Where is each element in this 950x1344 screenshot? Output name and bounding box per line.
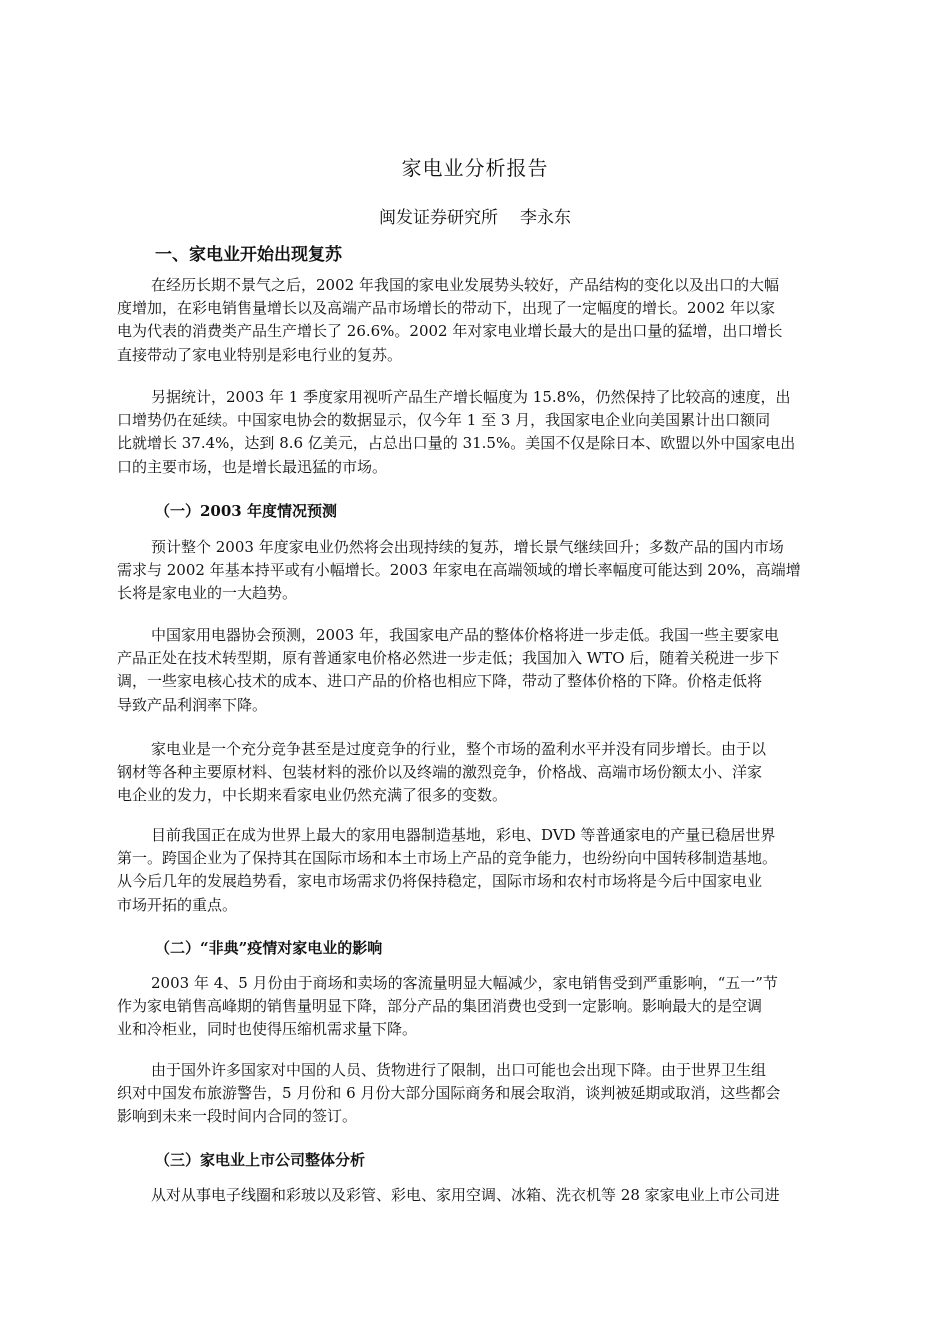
paragraph-line: 另据统计，2003 年 1 季度家用视听产品生产增长幅度为 15.8%，仍然保持了比较高的速度，出 — [151, 388, 791, 406]
paragraph-line: 2003 年 4、5 月份由于商场和卖场的客流量明显大幅减少，家电销售受到严重影响，“五一”节 — [151, 974, 778, 992]
subsection-heading: （一）2003 年度情况预测 — [155, 502, 337, 520]
paragraph-line: 市场开拓的重点。 — [117, 895, 238, 914]
paragraph — [117, 738, 848, 808]
subsection-heading: （三）家电业上市公司整体分析 — [155, 1151, 366, 1169]
paragraph-line: 口的主要市场，也是增长最迅猛的市场。 — [117, 457, 388, 476]
author-org: 闽发证券研究所 — [379, 208, 498, 228]
paragraph-line: 织对中国发布旅游警告，5 月份和 6 月份大部分国际商务和展会取消，谈判被延期或取消，这些都会 — [117, 1084, 781, 1103]
paragraph-line: 中国家用电器协会预测，2003 年，我国家电产品的整体价格将进一步走低。我国一些主要家电 — [151, 626, 779, 644]
paragraph-line: 家电业是一个充分竞争甚至是过度竞争的行业，整个市场的盈利水平并没有同步增长。由于以 — [151, 740, 767, 758]
paragraph-line: 直接带动了家电业特别是彩电行业的复苏。 — [117, 345, 403, 364]
paragraph-line: 影响到未来一段时间内合同的签订。 — [117, 1107, 358, 1126]
paragraph-line: 从对从事电子线圈和彩玻以及彩管、彩电、家用空调、冰箱、洗衣机等 28 家家电业上市公司进 — [151, 1186, 780, 1204]
paragraph-line: 度增加，在彩电销售量增长以及高端产品市场增长的带动下，出现了一定幅度的增长。2002 年以家 — [117, 299, 775, 318]
paragraph — [117, 536, 848, 606]
paragraph-line: 口增势仍在延续。中国家电协会的数据显示，仅今年 1 至 3 月，我国家电企业向美国累计出口额同 — [117, 411, 771, 430]
paragraph — [117, 624, 848, 717]
paragraph-line: 导致产品利润率下降。 — [117, 695, 268, 714]
paragraph-line: 产品正处在技术转型期，原有普通家电价格必然进一步走低；我国加入 WTO 后，随着关税进一步下 — [117, 649, 780, 668]
paragraph-line: 从今后几年的发展趋势看，家电市场需求仍将保持稳定，国际市场和农村市场将是今后中国家电业 — [117, 872, 763, 891]
author-line — [0, 203, 950, 228]
paragraph-line: 由于国外许多国家对中国的人员、货物进行了限制，出口可能也会出现下降。由于世界卫生组 — [151, 1061, 767, 1079]
paragraph-line: 调，一些家电核心技术的成本、进口产品的价格也相应下降，带动了整体价格的下降。价格走低将 — [117, 672, 763, 691]
paragraph — [117, 274, 848, 367]
subsection-heading: （二）“非典”疫情对家电业的影响 — [155, 939, 383, 957]
paragraph — [117, 386, 848, 479]
paragraph — [117, 1184, 848, 1207]
paragraph-line: 目前我国正在成为世界上最大的家用电器制造基地，彩电、DVD 等普通家电的产量已稳居世界 — [151, 826, 776, 844]
paragraph-line: 比就增长 37.4%，达到 8.6 亿美元，占总出口量的 31.5%。美国不仅是除日本、欧盟以外中国家电出 — [117, 434, 796, 453]
paragraph-line: 业和冷柜业，同时也使得压缩机需求量下降。 — [117, 1020, 418, 1039]
paragraph-line: 需求与 2002 年基本持平或有小幅增长。2003 年家电在高端领域的增长率幅度可能达到 20%，高端增 — [117, 561, 801, 580]
paragraph-line: 预计整个 2003 年度家电业仍然将会出现持续的复苏，增长景气继续回升；多数产品的国内市场 — [151, 538, 784, 556]
paragraph-line: 电为代表的消费类产品生产增长了 26.6%。2002 年对家电业增长最大的是出口量的猛增，出口增长 — [117, 322, 783, 341]
paragraph-line: 第一。跨国企业为了保持其在国际市场和本土市场上产品的竞争能力，也纷纷向中国转移制造基地。 — [117, 849, 778, 868]
section-heading: 一、家电业开始出现复苏 — [155, 245, 342, 265]
paragraph — [117, 1059, 848, 1129]
paragraph-line: 在经历长期不景气之后，2002 年我国的家电业发展势头较好，产品结构的变化以及出口的大幅 — [151, 276, 779, 294]
paragraph-line: 作为家电销售高峰期的销售量明显下降，部分产品的集团消费也受到一定影响。影响最大的是空调 — [117, 997, 763, 1016]
paragraph-line: 电企业的发力，中长期来看家电业仍然充满了很多的变数。 — [117, 786, 508, 805]
paragraph-line: 长将是家电业的一大趋势。 — [117, 584, 298, 603]
paragraph — [117, 824, 848, 917]
author-name: 李永东 — [520, 208, 571, 228]
paragraph-line: 钢材等各种主要原材料、包装材料的涨价以及终端的激烈竞争，价格战、高端市场份额太小、洋家 — [117, 763, 763, 782]
paragraph — [117, 972, 848, 1042]
page-title: 家电业分析报告 — [401, 156, 549, 180]
